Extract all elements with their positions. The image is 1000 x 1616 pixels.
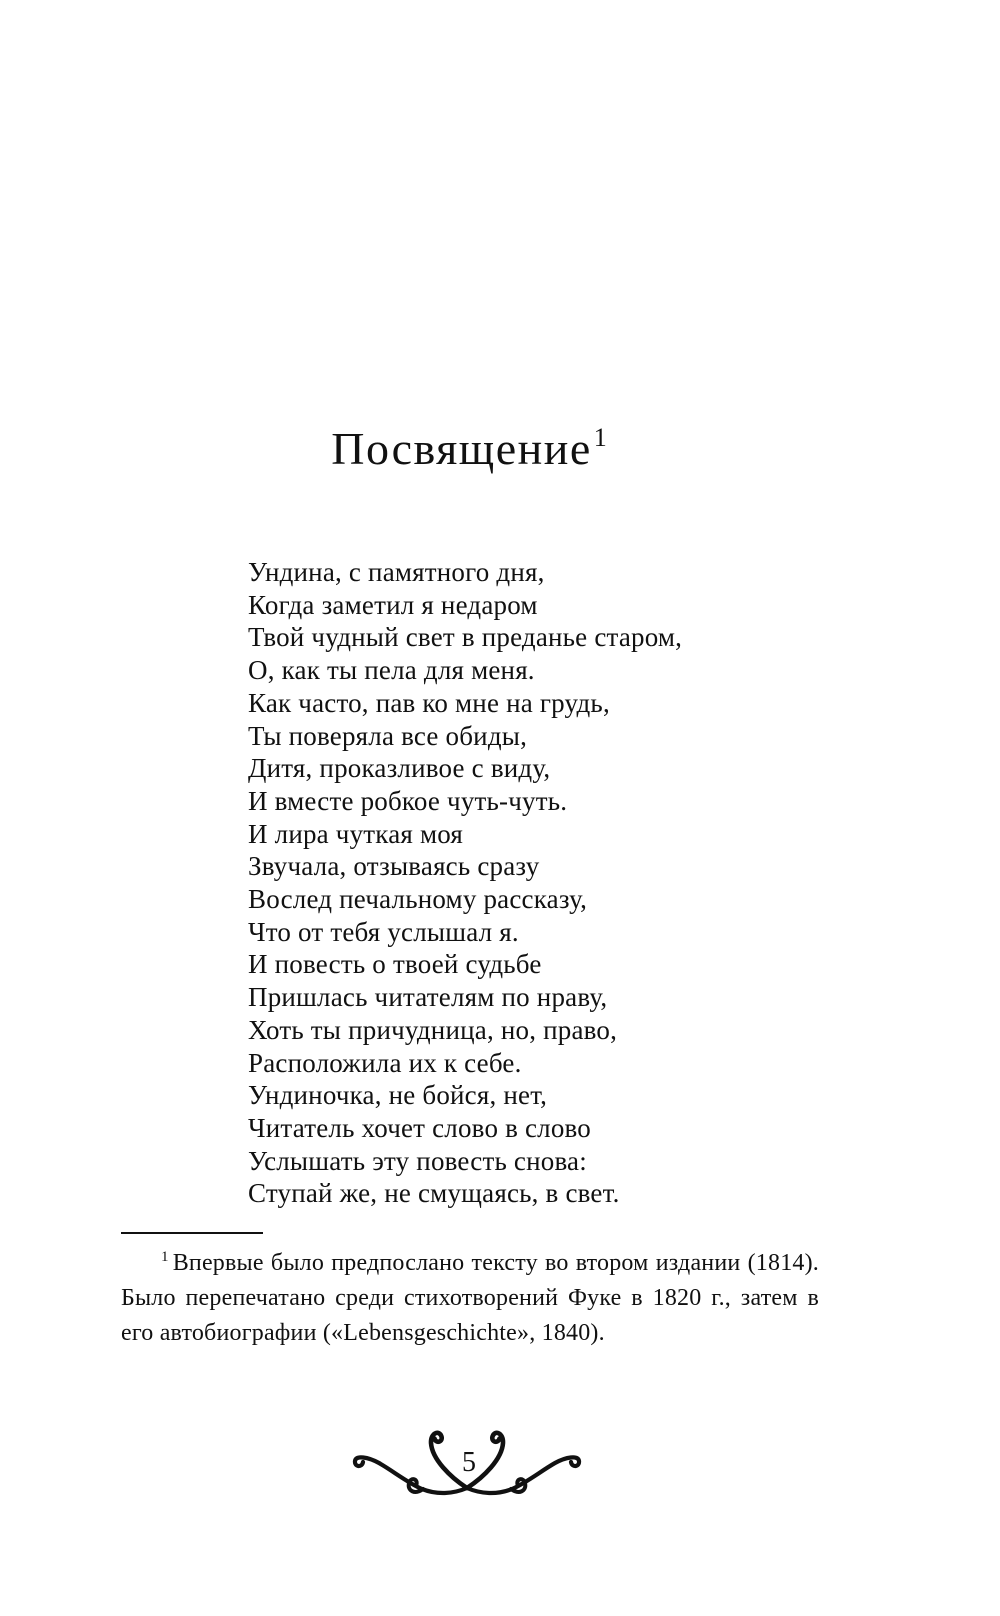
poem-line: Ступай же, не смущаясь, в свет. [248, 1178, 620, 1209]
poem-line: Ундина, с памятного дня, [248, 557, 545, 587]
poem-line: Когда заметил я недаром [248, 589, 538, 620]
page-title-text: Посвящение [331, 423, 592, 474]
title-wrap [120, 420, 818, 478]
poem-line: Как часто, пав ко мне на грудь, [248, 687, 610, 718]
poem-line: Что от тебя услышал я. [248, 916, 519, 947]
footnote [121, 1246, 819, 1351]
footnote-marker: 1 [161, 1249, 169, 1265]
page-number: 5 [462, 1447, 476, 1478]
poem-line: Услышать эту повесть снова: [248, 1145, 587, 1176]
poem-line: И вместе робкое чуть-чуть. [248, 785, 568, 816]
poem-line: Пришлась читателям по нраву, [248, 982, 608, 1013]
footnote-text: Впервые было предпослано тексту во втором издании (1814). Было перепечатано среди стихотворений Фуке в 1820 г., затем в его автобиографии («Lebensgeschichte», 1840). [121, 1250, 819, 1346]
poem-line: И повесть о твоей судьбе [248, 949, 542, 980]
poem-line: О, как ты пела для меня. [248, 655, 535, 686]
title-footnote-ref: 1 [593, 423, 607, 452]
poem-line: Ты поверяла все обиды, [248, 720, 528, 751]
poem-line: И лира чуткая моя [248, 818, 464, 849]
poem-line: Вослед печальному рассказу, [248, 884, 588, 915]
page-title [120, 420, 818, 478]
poem-line: Дитя, проказливое с виду, [248, 753, 551, 784]
footnote-separator [121, 1232, 263, 1234]
poem-line: Хоть ты причудница, но, право, [248, 1014, 618, 1045]
poem-line: Расположила их к себе. [248, 1047, 522, 1078]
poem-line: Твой чудный свет в преданье старом, [248, 622, 683, 653]
poem [248, 556, 808, 1210]
poem-line: Читатель хочет слово в слово [248, 1112, 592, 1143]
poem-line: Ундиночка, не бойся, нет, [248, 1080, 548, 1111]
poem-line: Звучала, отзываясь сразу [248, 851, 540, 882]
